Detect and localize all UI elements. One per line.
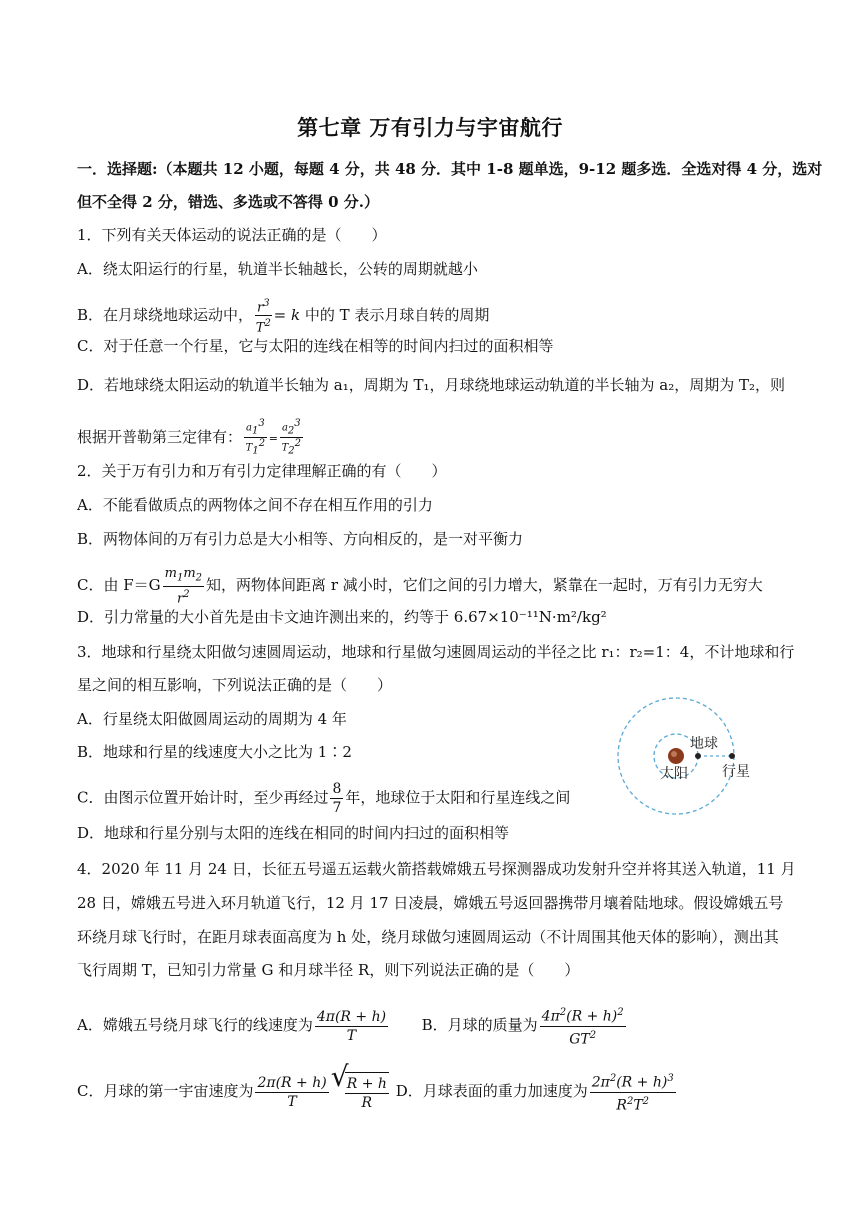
q4-options-cd	[77, 1070, 678, 1114]
q1-option-c: C．对于任意一个行星，它与太阳的连线在相等的时间内扫过的面积相等	[77, 337, 554, 355]
q2-option-c	[77, 566, 763, 606]
planet-icon	[729, 753, 735, 759]
time-fraction: $\frac{8}{7}$	[332, 781, 342, 816]
gravity-accel-formula: $\frac{2\pi^2(R + h)^3}{R^2T^2}$	[590, 1070, 676, 1114]
q4-options-ab	[77, 1004, 628, 1048]
q3-option-c-pre: C．由图示位置开始计时，至少再经过	[77, 788, 329, 807]
q3-stem-cont: 星之间的相互影响，下列说法正确的是（ ）	[77, 676, 393, 694]
q1-stem: 1．下列有关天体运动的说法正确的是（ ）	[77, 226, 387, 244]
sun-label: 太阳	[660, 766, 688, 782]
q3-option-a: A．行星绕太阳做圆周运动的周期为 4 年	[77, 710, 347, 728]
q2-stem: 2．关于万有引力和万有引力定律理解正确的有（ ）	[77, 462, 447, 480]
q4-stem-cont-3: 飞行周期 T，已知引力常量 G 和月球半径 R，则下列说法正确的是（ ）	[77, 961, 580, 979]
q4-stem-cont-1: 28 日，嫦娥五号进入环月轨道飞行，12 月 17 日凌晨，嫦娥五号返回器携带月壤着陆地球。假设嫦娥五号	[77, 894, 784, 912]
q3-option-c-post: 年，地球位于太阳和行星连线之间	[345, 788, 571, 807]
q3-stem: 3．地球和行星绕太阳做匀速圆周运动，地球和行星做匀速圆周运动的半径之比 r₁：r₂=1：4，不计地球和行	[77, 643, 795, 661]
q2-option-c-pre: C．由 F＝G	[77, 575, 161, 594]
q1-option-b-post: 中的 T 表示月球自转的周期	[304, 305, 490, 324]
q3-option-b: B．地球和行星的线速度大小之比为 1∶2	[77, 743, 352, 761]
earth-icon	[695, 753, 701, 759]
q4-option-b-pre: B．月球的质量为	[421, 1016, 538, 1035]
q2-option-a: A．不能看做质点的两物体之间不存在相互作用的引力	[77, 496, 433, 514]
q4-stem-cont-2: 环绕月球飞行时，在距月球表面高度为 h 处，绕月球做匀速圆周运动（不计周围其他天体的影响），测出其	[77, 928, 779, 946]
section-header-cont: 但不全得 2 分，错选、多选或不答得 0 分.）	[77, 193, 379, 211]
q1-option-d-cont: 根据开普勒第三定律有： $\frac{a_1^3}{T_1^2}$ = $\frac{a_2^3}{T_2^2}$	[77, 418, 302, 457]
q4-option-d-pre: D．月球表面的重力加速度为	[395, 1082, 588, 1101]
q1-option-d-pre: 根据开普勒第三定律有：	[77, 427, 243, 446]
q4-option-a-pre: A．嫦娥五号绕月球飞行的线速度为	[77, 1016, 313, 1035]
q2-option-b: B．两物体间的万有引力总是大小相等、方向相反的，是一对平衡力	[77, 530, 524, 548]
velocity-formula: $\frac{4\pi(R + h)}{T}$	[316, 1008, 387, 1044]
q1-option-a: A．绕太阳运行的行星，轨道半长轴越长，公转的周期就越小	[77, 260, 478, 278]
kepler-ratio-2: $\frac{a_2^3}{T_2^2}$	[281, 418, 302, 457]
earth-label: 地球	[690, 736, 718, 752]
orbit-diagram	[614, 696, 774, 816]
gravitation-formula: $\frac{m_1m_2}{r^2}$	[164, 566, 203, 606]
q2-option-c-post: 知，两物体间距离 r 减小时，它们之间的引力增大，紧靠在一起时，万有引力无穷大	[206, 575, 763, 594]
kepler-ratio-1: $\frac{a_1^3}{T_1^2}$	[245, 418, 266, 457]
page-title: 第七章 万有引力与宇宙航行	[297, 115, 563, 140]
kepler-formula: $\frac{r^3}{T^2}$	[255, 298, 271, 336]
q2-option-d: D．引力常量的大小首先是由卡文迪许测出来的，约等于 6.67×10⁻¹¹N·m²/kg²	[77, 608, 607, 626]
mass-formula: $\frac{4\pi^2(R + h)^2}{GT^2}$	[540, 1004, 626, 1048]
planet-label: 行星	[722, 764, 750, 780]
q3-option-d: D．地球和行星分别与太阳的连线在相同的时间内扫过的面积相等	[77, 824, 510, 842]
q1-option-b-pre: B．在月球绕地球运动中，	[77, 305, 254, 324]
q3-option-c	[77, 780, 570, 817]
q4-stem: 4．2020 年 11 月 24 日，长征五号遥五运载火箭搭载嫦娥五号探测器成功发射升空并将其送入轨道，11 月	[77, 860, 796, 878]
sqrt-term: √ $\frac{R + h}{R}$	[331, 1072, 391, 1112]
first-cosmic-velocity-formula: $\frac{2\pi(R + h)}{T}$	[257, 1074, 327, 1110]
section-header: 一．选择题:（本题共 12 小题，每题 4 分，共 48 分．其中 1-8 题单选，9-12 题多选．全选对得 4 分，选对	[77, 160, 823, 178]
q1-option-d: D．若地球绕太阳运动的轨道半长轴为 a₁，周期为 T₁，月球绕地球运动轨道的半长轴为 a₂，周期为 T₂，则	[77, 376, 786, 394]
q1-option-b: B．在月球绕地球运动中， $\frac{r^3}{T^2}$ = k 中的 T 表示月球自转的周期	[77, 298, 490, 336]
q4-option-c-pre: C．月球的第一宇宙速度为	[77, 1082, 254, 1101]
